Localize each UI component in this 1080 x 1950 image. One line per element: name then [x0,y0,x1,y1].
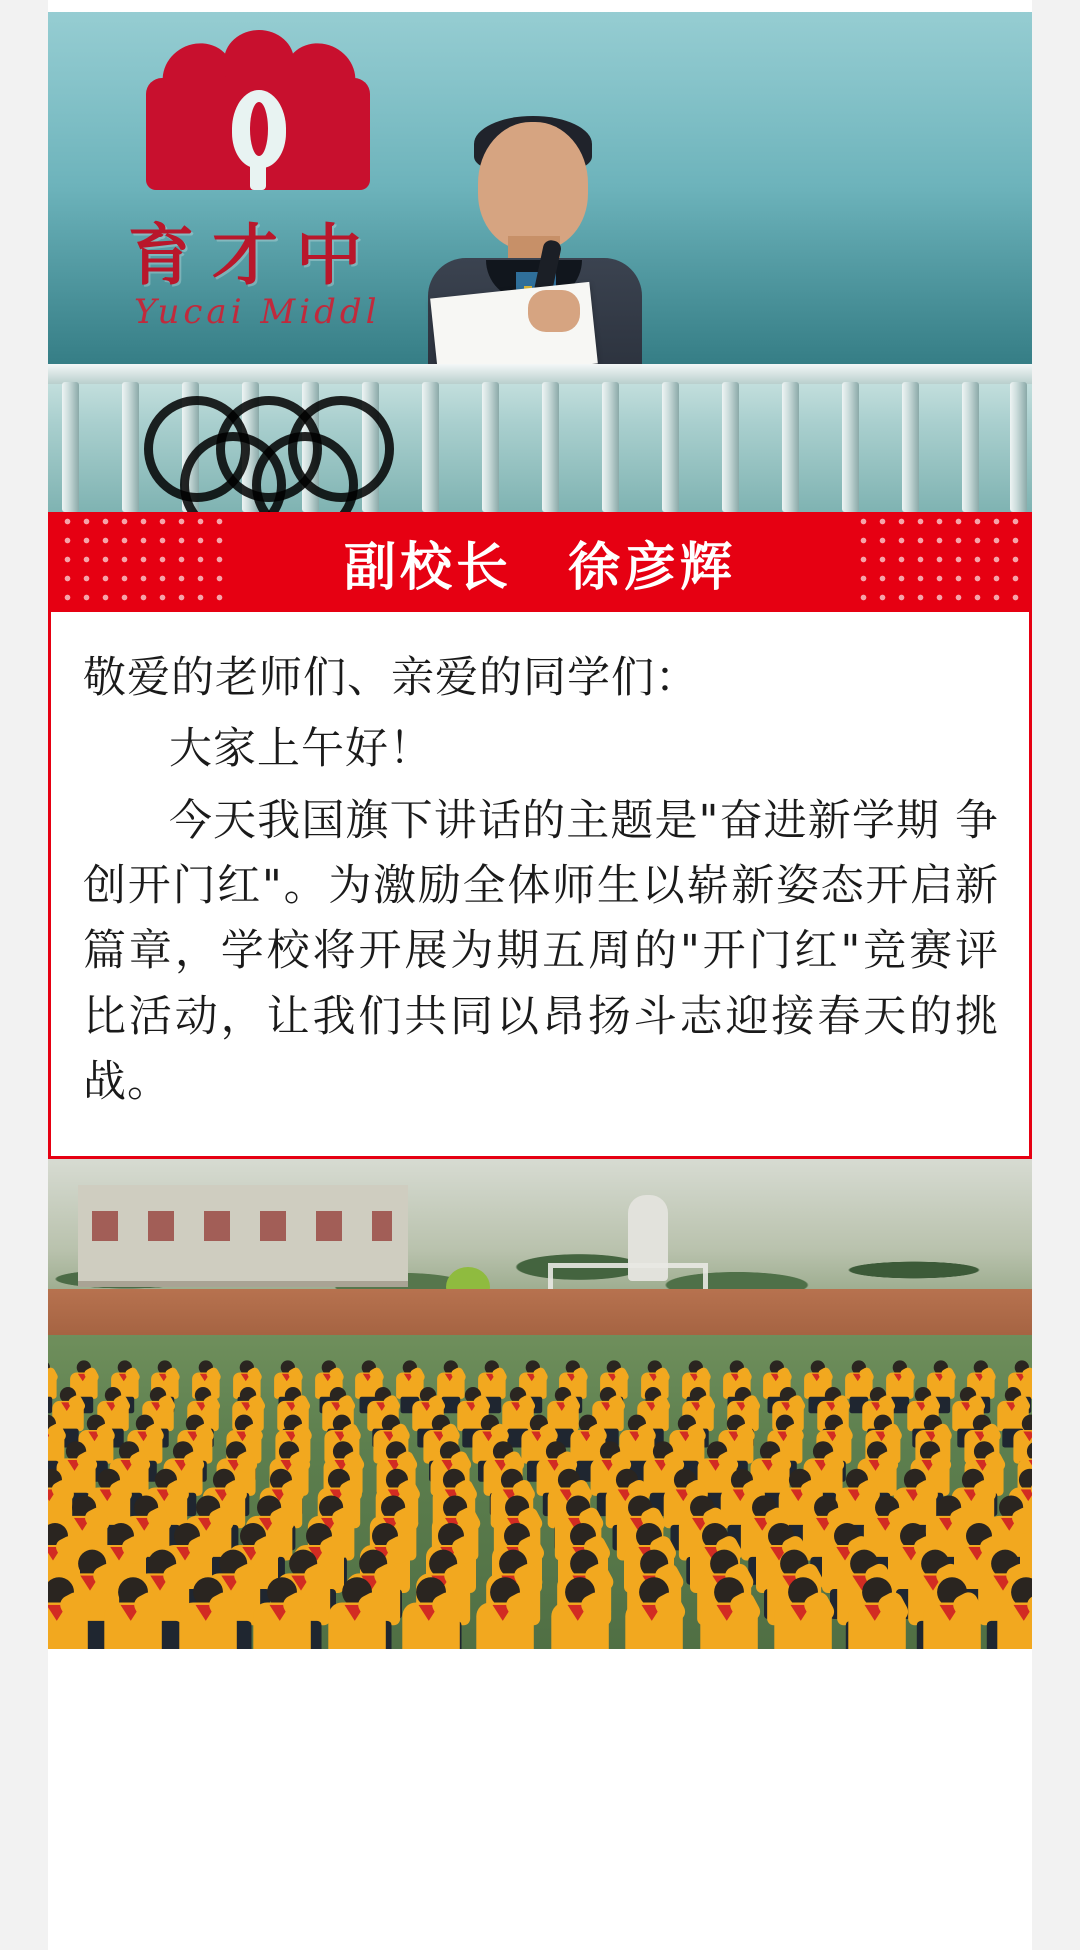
photo-building [78,1185,408,1287]
student-crowd [48,1309,1032,1649]
student-figure [995,1577,1032,1649]
students-photo [48,1159,1032,1649]
student-figure [698,1577,760,1649]
student-figure [326,1577,388,1649]
school-logo-icon [128,30,388,200]
page-right-margin [1032,0,1080,1950]
speech-text-card [48,612,1032,1159]
student-figure [474,1577,536,1649]
student-figure [48,1577,90,1649]
student-figure [846,1577,908,1649]
student-figure [177,1577,239,1649]
student-figure [921,1577,983,1649]
article-body [48,0,1032,1649]
school-name-english: Yucai Middl [134,292,381,332]
olympic-rings-icon [144,396,444,506]
student-figure [102,1577,164,1649]
student-figure [549,1577,611,1649]
speech-paragraph-2: 大家上午好！ [169,724,433,775]
banner-dots-right [854,512,1022,612]
speech-paragraph-1: 敬爱的老师们、亲爱的同学们： [83,653,699,703]
banner-dots-left [58,512,226,612]
school-name-chinese: 育才中 [128,217,380,294]
speaker-name-label: 副校长 徐彦辉 [343,537,736,598]
student-figure [400,1577,462,1649]
student-figure [772,1577,834,1649]
speaker-title-banner [48,512,1032,612]
page-left-margin [0,0,48,1950]
student-figure [251,1577,313,1649]
hero-photo [48,12,1032,512]
speech-paragraph-3: 今天我国旗下讲话的主题是"奋进新学期 争创开门红"。为激励全体师生以崭新姿态开启新篇章，学校将开展为期五周的"开门红"竞赛评比活动，让我们共同以昂扬斗志迎接春天的挑战。 [83,795,999,1108]
student-figure [623,1577,685,1649]
